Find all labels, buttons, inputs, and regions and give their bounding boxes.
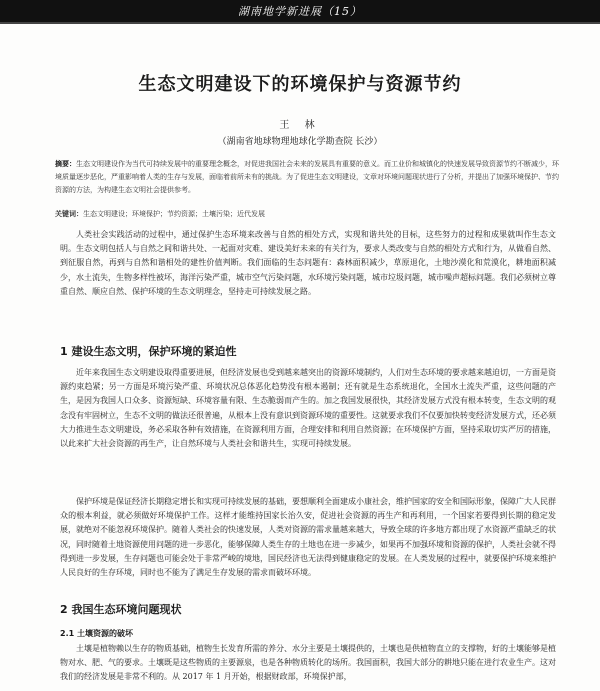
keywords-text: 生态文明建设；环境保护；节约资源；土壤污染；近代发展 [83, 210, 265, 218]
abstract [55, 157, 560, 197]
section-1-heading: 1 建设生态文明，保护环境的紧迫性 [60, 345, 237, 358]
intro-paragraph: 人类社会实践活动的过程中，通过保护生态环境来改善与自然的相处方式，实现和谐共处的目标，这些努力的过程和成果就叫作生态文明。生态文明包括人与自然之间和谐共处、一起面对灾难、建设美好未来的有关行为，要求人类改变与自然的相处方式和行为，从做看自然、到征服自然，再到与自然和谐相处的建性价值判断。我们面临的生态问题有：森林面积减少，草原退化，土地沙漠化和荒漠化，耕地面积减少，水土流失，生物多样性被坏，海洋污染严重，城市空气污染问题，水环境污染问题，城市垃圾问题，城市噪声超标问题。我们必须树立尊重自然、顺应自然、保护环境的生态文明理念，坚持走可持续发展之路。 [60, 230, 556, 296]
abstract-label: 摘要： [55, 159, 76, 168]
section-2-1-paragraph-1: 土壤是植物赖以生存的物质基础，植物生长发育所需的养分、水分主要是土壤提供的，土壤也是供植物直立的支撑物，好的土壤能够是植物对水、肥、气的要求。土壤既是这些物质的主要源泉，也是各种物质转化的场所。我国面积，我国大部分的耕地只能在进行农业生产。这对我们的经济发展是非常不利的。从 2017 年 1 月开始，根据财政部，环境保护部， [60, 644, 556, 682]
section-2-1-heading: 2.1 土壤资源的破坏 [60, 629, 133, 638]
article-title: 生态文明建设下的环境保护与资源节约 [138, 74, 462, 95]
journal-name: 湖南地学新进展（15） [238, 5, 362, 18]
keywords [55, 207, 560, 221]
keywords-label: 关键词： [55, 209, 83, 218]
section-2-heading: 2 我国生态环境问题现状 [60, 603, 182, 616]
abstract-text: 生态文明建设作为当代可持续发展中的重要理念概念，对促进我国社会未来的发展具有重要的意义。而工业价和城镇化的快速发展导致资源节约不断减少，环境质量逐步恶化，严重影响着人类的生存与发展，面临着前所未有的挑战。为了促进生态文明建设，文章对环境问题现状进行了分析，并提出了加强环境保护、节约资源的方法，为构建生态文明社会提供参考。 [55, 160, 559, 194]
section-1-paragraph-2: 保护环境是保证经济长期稳定增长和实现可持续发展的基础，要想顺利全面建成小康社会，维护国家的安全和国际形象，保障广大人民群众的根本利益，就必须做好环境保护工作。这样才能维持国家长治久安，促进社会资源的再生产和再利用，一个国家若要得到长期的稳定发展，就绝对不能忽视环境保护。随着人类社会的快速发展，人类对资源的需求量越来越大，导致全球的许多地方都出现了水资源严重缺乏的状况，同时随着土地资源使用问题的进一步恶化，能够保障人类生存的土地也在进一步减少，如果再不加强环境和资源的保护，人类社会就不得得到进一步发展，生存问题也可能会处于非常严峻的境地，国民经济也无法得到健康稳定的发展。在人类发展的过程中，就要保护环境来维护人民良好的生存环境，同时也不能为了满足生存发展的需求而破坏环境。 [60, 497, 556, 578]
section-1-paragraph-1: 近年来我国生态文明建设取得重要进展，但经济发展也受到越来越突出的资源环境制约，人们对生态环境的要求越来越迫切，一方面是资源约束趋紧；另一方面是环境污染严重、环境状况总体恶化趋势没有根本遏制；还有就是生态系统退化，全国水土流失严重，这些问题的产生，是因为我国人口众多、资源短缺、环境容量有限、生态脆弱而产生的。加之我国发展很快，其经济发展方式没有根本转变，生态文明的观念没有牢固树立，生态不文明的做法还很普遍，从根本上没有意识到资源环境的重要性。这就要求我们不仅要加快转变经济发展方式，还必须大力推进生态文明建设，务必采取各种有效措施，在资源利用方面，合理安排和利用自然资源；在环境保护方面，坚持采取切实严厉的措施，以此来扩大社会资源的再生产，让自然环境与人类社会和谐共生，实现可持续发展。 [60, 368, 556, 449]
article-affiliation: （湖南省地球物理地球化学勘查院 长沙） [217, 137, 383, 147]
article-author: 王 林 [279, 120, 321, 131]
header-rule [0, 22, 600, 24]
journal-header [0, 0, 600, 22]
